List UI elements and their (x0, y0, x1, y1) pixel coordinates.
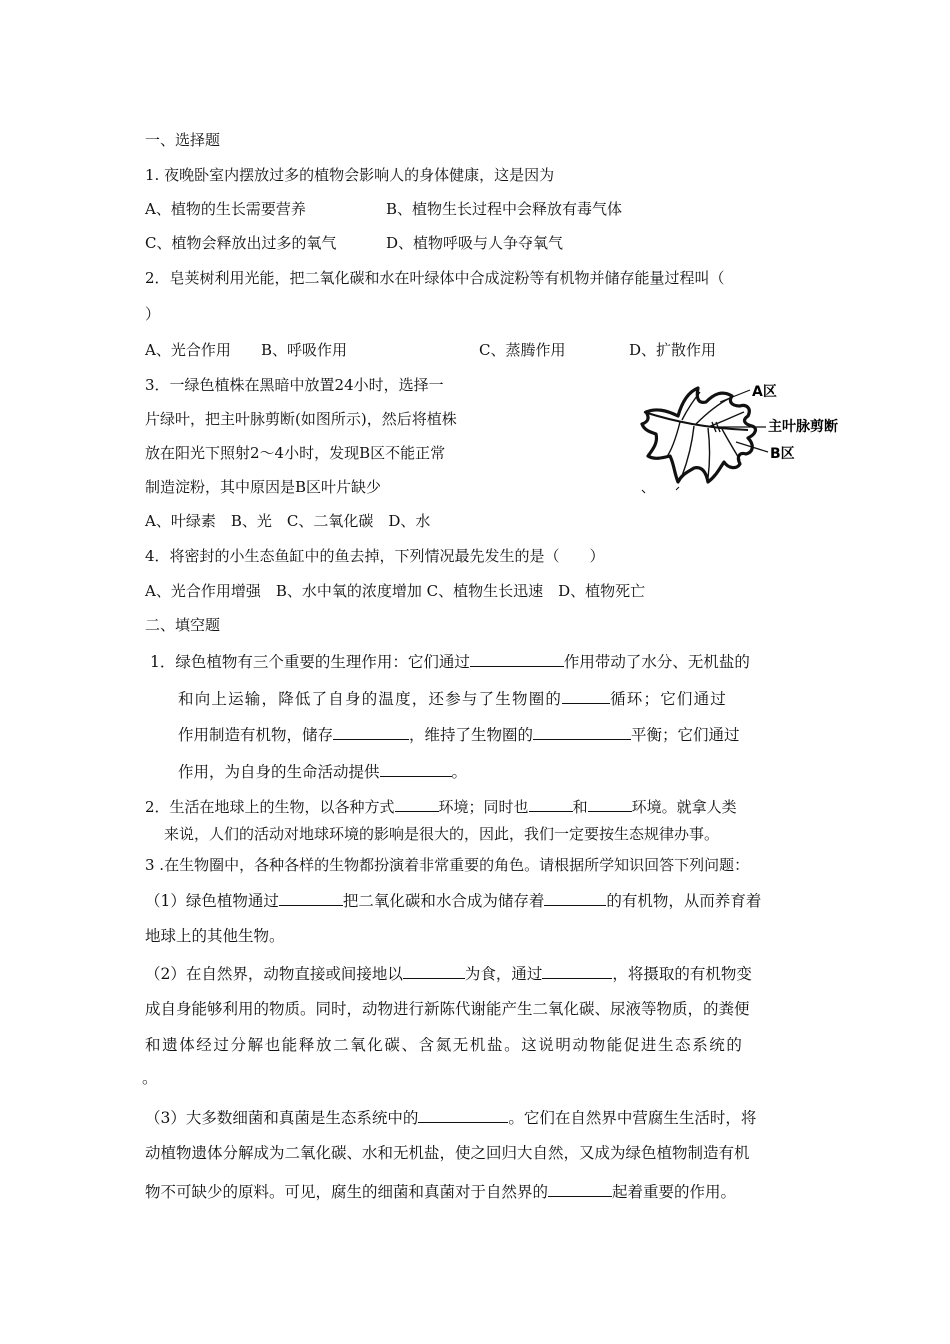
q1-stem: 1. 夜晚卧室内摆放过多的植物会影响人的身体健康，这是因为 (145, 166, 555, 184)
q3-line-1: 3．一绿色植株在黑暗中放置24小时，选择一 (145, 376, 444, 394)
text-segment: 把二氧化碳和水合成为储存着 (342, 892, 545, 910)
fill-q3-part1-line-2: 地球上的其他生物。 (145, 927, 285, 945)
q1-option-b: B、植物生长过程中会释放有毒气体 (386, 200, 623, 218)
q2-option-a: A、光合作用 (145, 341, 231, 359)
fill-q3-part2-line-3: 和遗体经过分解也能释放二氧化碳、含氮无机盐。这说明动物能促进生态系统的 (145, 1036, 744, 1054)
text-segment: 和 (572, 798, 588, 816)
text-segment: 1．绿色植物有三个重要的生理作用：它们通过 (150, 653, 470, 671)
fill-q3-intro: 3 .在生物圈中，各种各样的生物都扮演着非常重要的角色。请根据所学知识回答下列问题： (145, 856, 750, 874)
fill-q1-line-3 (178, 723, 740, 745)
text-segment: 环境。就拿人类 (631, 798, 737, 816)
q1-option-d: D、植物呼吸与人争夺氧气 (386, 234, 564, 252)
text-segment: 作用带动了水分、无机盐的 (563, 653, 750, 671)
fill-q2-line-1 (145, 795, 737, 817)
text-segment: 为食，通过 (464, 965, 543, 983)
text-segment: （1）绿色植物通过 (145, 892, 279, 910)
side-vein-icon (722, 429, 740, 460)
text-segment: 起着重要的作用。 (612, 1183, 737, 1201)
fill-q3-part2-line-1 (145, 962, 752, 984)
answer-blank[interactable] (533, 723, 631, 740)
section-title-fill: 二、填空题 (145, 616, 221, 634)
fill-q1-line-1 (150, 650, 750, 672)
text-segment: 环境；同时也 (438, 798, 529, 816)
text-segment: 2．生活在地球上的生物，以各种方式 (145, 798, 395, 816)
answer-blank[interactable] (333, 723, 409, 740)
fill-q3-part2-line-4: 。 (142, 1069, 158, 1087)
leaf-diagram (636, 372, 876, 497)
q2-option-d: D、扩散作用 (629, 341, 717, 359)
text-segment: 。 (451, 763, 468, 781)
text-segment: 作用制造有机物，储存 (178, 726, 334, 744)
text-segment: 作用，为自身的生命活动提供 (178, 763, 380, 781)
figure-label-main-vein-cut: 主叶脉剪断 (768, 419, 838, 435)
text-segment: ，维持了生物圈的 (409, 726, 534, 744)
answer-blank[interactable] (470, 650, 564, 667)
text-segment: 平衡；它们通过 (631, 726, 740, 744)
answer-blank[interactable] (544, 889, 606, 906)
q1-option-c: C、植物会释放出过多的氧气 (145, 234, 337, 252)
q4-stem: 4．将密封的小生态鱼缸中的鱼去掉，下列情况最先发生的是（ ） (145, 547, 605, 565)
q3-options: A、叶绿素 B、光 C、二氧化碳 D、水 (145, 512, 431, 530)
side-vein-icon (708, 428, 710, 478)
text-segment: （2）在自然界，动物直接或间接地以 (145, 965, 403, 983)
q4-options: A、光合作用增强 B、水中氧的浓度增加 C、植物生长迅速 D、植物死亡 (145, 582, 646, 600)
text-segment: （3）大多数细菌和真菌是生态系统中的 (145, 1109, 419, 1127)
answer-blank[interactable] (395, 795, 439, 812)
fill-q1-line-4 (178, 760, 467, 782)
q2-stem-end: ） (145, 305, 161, 323)
answer-blank[interactable] (588, 795, 632, 812)
fill-q2-line-2: 来说，人们的活动对地球环境的影响是很大的，因此，我们一定要按生态规律办事。 (164, 825, 720, 843)
fill-q3-part2-line-2: 成自身能够利用的物质。同时，动物进行新陈代谢能产生二氧化碳、尿液等物质，的粪便 (145, 1000, 750, 1018)
text-segment: ，将摄取的有机物变 (612, 965, 752, 983)
q3-line-3: 放在阳光下照射2～4小时，发现B区不能正常 (145, 444, 446, 462)
leaf-outline-icon (642, 388, 755, 482)
answer-blank[interactable] (548, 1180, 612, 1197)
stray-mark-icon (642, 487, 679, 493)
q3-line-2: 片绿叶，把主叶脉剪断(如图所示)，然后将植株 (145, 410, 457, 428)
section-title-choice: 一、选择题 (145, 131, 221, 149)
fill-q1-line-2 (178, 687, 727, 709)
text-segment: 物不可缺少的原料。可见，腐生的细菌和真菌对于自然界的 (145, 1183, 549, 1201)
answer-blank[interactable] (403, 962, 465, 979)
text-segment: 循环；它们通过 (610, 690, 728, 708)
q2-option-c: C、蒸腾作用 (479, 341, 566, 359)
answer-blank[interactable] (380, 760, 452, 777)
q1-option-a: A、植物的生长需要营养 (145, 200, 306, 218)
side-vein-icon (682, 392, 700, 420)
answer-blank[interactable] (562, 687, 610, 704)
figure-label-a: A区 (752, 384, 777, 400)
side-vein-icon (666, 422, 680, 458)
fill-q3-part3-line-2: 动植物遗体分解成为二氧化碳、水和无机盐，使之回归大自然，又成为绿色植物制造有机 (145, 1144, 750, 1162)
q2-stem: 2．皂荚树利用光能，把二氧化碳和水在叶绿体中合成淀粉等有机物并储存能量过程叫（ (145, 269, 725, 287)
text-segment: 的有机物，从而养育着 (606, 892, 762, 910)
fill-q3-part3-line-1 (145, 1106, 756, 1128)
fill-q3-part3-line-3 (145, 1180, 736, 1202)
answer-blank[interactable] (418, 1106, 508, 1123)
q2-option-b: B、呼吸作用 (261, 341, 348, 359)
text-segment: 和向上运输，降低了自身的温度，还参与了生物圈的 (178, 690, 563, 708)
answer-blank[interactable] (542, 962, 612, 979)
answer-blank[interactable] (279, 889, 343, 906)
text-segment: 。它们在自然界中营腐生生活时，将 (508, 1109, 757, 1127)
figure-label-b: B区 (770, 446, 795, 462)
fill-q3-part1-line-1 (145, 889, 761, 911)
q3-line-4: 制造淀粉，其中原因是B区叶片缺少 (145, 478, 382, 496)
answer-blank[interactable] (529, 795, 573, 812)
